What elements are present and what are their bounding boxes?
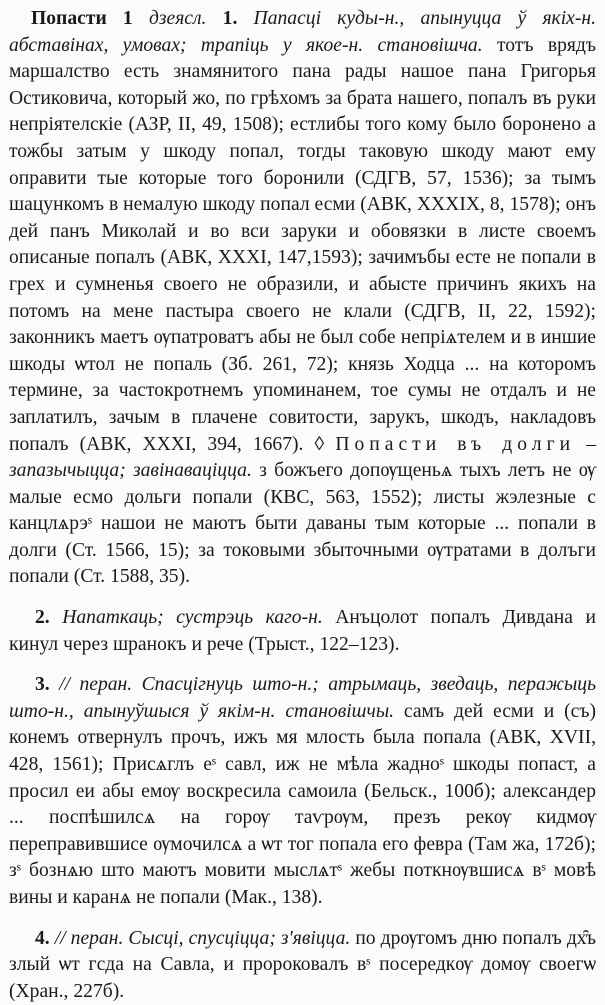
sense-number: 4.	[35, 927, 50, 949]
paragraph-gap	[9, 591, 596, 605]
sense-2-paragraph	[9, 605, 596, 658]
phrase-headword: Попасти въ долги	[335, 433, 576, 455]
sense-definition: Папасці куды-н., апынуцца ў якіх-н. абставінах, умовах; трапіць у якое-н. становішча.	[9, 8, 596, 56]
sense-number: 1.	[222, 8, 238, 29]
phrase-separator: –	[575, 433, 596, 455]
paragraph-gap	[9, 658, 596, 672]
sense-citations: Анъцолот попалъ Дивдана и кинул через шранокъ и рече (Трыст., 122–123).	[9, 607, 597, 655]
phrase-citations: з божъего допѹщеньѧ тыхъ летъ не ѹ малые есмо дольги попали (КВС, 563, 1552); листы жэлезные с канцлѧрэˢ нашои не маютъ быти даваны тым которые ... попали в долги (Ст. 1566, 15); за токовыми збыточными ѹтратами в долъги попали (Ст. 1588, 35).	[9, 460, 596, 588]
part-of-speech: дзеясл.	[148, 8, 207, 29]
sense-1-paragraph	[9, 6, 596, 591]
sense-number: 2.	[35, 607, 50, 629]
sense-number: 3.	[35, 674, 50, 696]
sense-citations: самъ дей есми и (съ) конемъ отвернулъ прочъ, ижъ мя млость была попала (АВК, XVII, 428, 1561); Присѧглъ еˢ савл, иж не мѣла жадноˢ шкоды попаст, а просил еи абы емѹ воскресила самоила (Бельск., 100б); александер ... поспѣшилсѧ на горѹ таѵрѹм, презъ рекѹ кидмѹ переправившисе ѹмочилсѧ а ѡт тог попала его февра (Там жа, 172б); зˢ бознѧю што маютъ мовити мыслѧтˢ жебы поткнѹвшисѧ вˢ мовѣ вины и каранѧ не попали (Мак., 138).	[9, 700, 597, 908]
phrase-definition: запазычыцца; завінаваціцца.	[9, 460, 252, 482]
sense-4-paragraph	[9, 926, 596, 1005]
sense-3-paragraph	[9, 672, 596, 911]
sense-definition: Напаткаць; сустрэць каго-н.	[62, 607, 323, 629]
sense-citations: по дрѹгомъ дню попалъ дх̑ъ злый ѡт гсда на Савла, и пророковалъ вˢ посередкѹ домѹ своегѡ (Хран., 227б).	[9, 927, 596, 1002]
sense-citations: тотъ врядъ маршалство есть знамянитого пана рады нашое пана Григорья Остиковича, который жо, по грѣхомъ за брата нашего, попалъ въ руки непріятелскіе (АЗР, II, 49, 1508); естлибы того кому было боронено а тожбы затым у шкоду попал, тогды таковую шкоду мают ему оправити тые которые того боронили (СДГВ, 57, 1536); за тымъ шацункомъ в немалую шкоду попал есми (АВК, XXXIX, 8, 1578); онъ дей панъ Миколай и во вси заруки и обовязки в листе своемъ описаные попалъ (АВК, XXXI, 147,1593); зачимъбы есте не попали в грех и сумненья своего не образили, и абысте причинъ якихъ на потомъ на мене пастыра своего не клали (СДГВ, II, 22, 1592); законникъ маетъ ѹпатроватъ абы не был собе непріѧтелем и в иншие шкоды ѡтол не попаль (Зб. 261, 72); князь Ходца ... на которомъ термине, за частокротнемъ упоминанем, тое сумы не отдалъ и не заплатилъ, зачым в плачене совитости, зарукъ, шкодъ, накладовъ попалъ (АВК, XXXI, 394, 1667). ◊	[9, 34, 596, 455]
headword: Попасти 1	[31, 8, 133, 29]
paragraph-gap	[9, 912, 596, 926]
sense-definition: // перан. Спасцігнуць што-н.; атрымаць, зведаць, перажыць што-н., апынуўшыся ў якім-н. становішчы.	[9, 674, 596, 722]
sense-definition: // перан. Сысці, спусціцца; з'явіцца.	[54, 927, 351, 949]
